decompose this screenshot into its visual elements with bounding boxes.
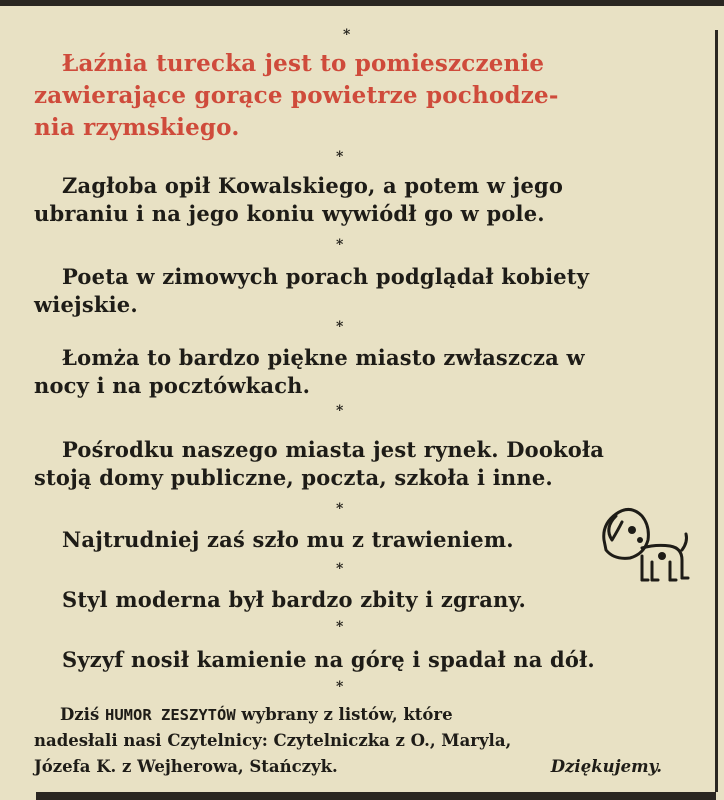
paragraph-line: nia rzymskiego. [34,114,240,141]
paragraph-line: Zagłoba opił Kowalskiego, a potem w jego [62,173,564,198]
footer-thanks: Dziękujemy. [550,757,662,776]
paragraph-line: Łaźnia turecka jest to pomieszczenie [62,50,545,77]
paragraph-1 [34,48,559,144]
footer-line: nadesłali nasi Czytelnicy: Czytelniczka z O., Maryla, [34,731,512,750]
paragraph-line: Styl moderna był bardzo zbity i zgrany. [62,587,526,612]
paragraph-7 [62,586,526,614]
paragraph-8 [62,646,595,674]
separator-star: * [336,403,344,419]
paragraph-line: Łomża to bardzo piękne miasto zwłaszcza w [62,345,585,370]
paragraph-line: stoją domy publiczne, poczta, szkoła i inne. [34,465,553,490]
paragraph-line: Pośrodku naszego miasta jest rynek. Dookoła [62,437,605,462]
separator-star: * [343,27,351,43]
paragraph-6 [62,526,514,554]
paragraph-line: nocy i na pocztówkach. [34,373,311,398]
separator-star: * [336,501,344,517]
footer-prefix: Dziś [60,705,100,724]
paragraph-line: wiejskie. [34,292,138,317]
paragraph-line: Syzyf nosił kamienie na górę i spadał na dół. [62,647,595,672]
paragraph-3 [34,263,590,319]
paragraph-4 [34,344,585,400]
separator-star: * [336,319,344,335]
footer-note [34,702,674,780]
bottom-border-rule [36,792,716,800]
separator-star: * [336,237,344,253]
separator-star: * [336,619,344,635]
separator-star: * [336,561,344,577]
right-border-rule [715,30,718,792]
footer-caps-title: HUMOR ZESZYTÓW [105,706,236,724]
paragraph-line: Poeta w zimowych porach podglądał kobiety [62,264,590,289]
dog-icon [596,500,692,586]
top-border-rule [0,0,724,6]
paragraph-line: Najtrudniej zaś szło mu z trawieniem. [62,527,514,552]
footer-line [34,702,674,728]
footer-line: Józefa K. z Wejherowa, Stańczyk. [34,757,338,776]
paragraph-line: ubraniu i na jego koniu wywiódł go w pole. [34,201,545,226]
paragraph-line: zawierające gorące powietrze pochodze- [34,82,559,109]
separator-star: * [336,679,344,695]
footer-line1-rest: wybrany z listów, które [241,705,453,724]
separator-star: * [336,149,344,165]
paragraph-5 [34,436,605,492]
paragraph-2 [34,172,564,228]
